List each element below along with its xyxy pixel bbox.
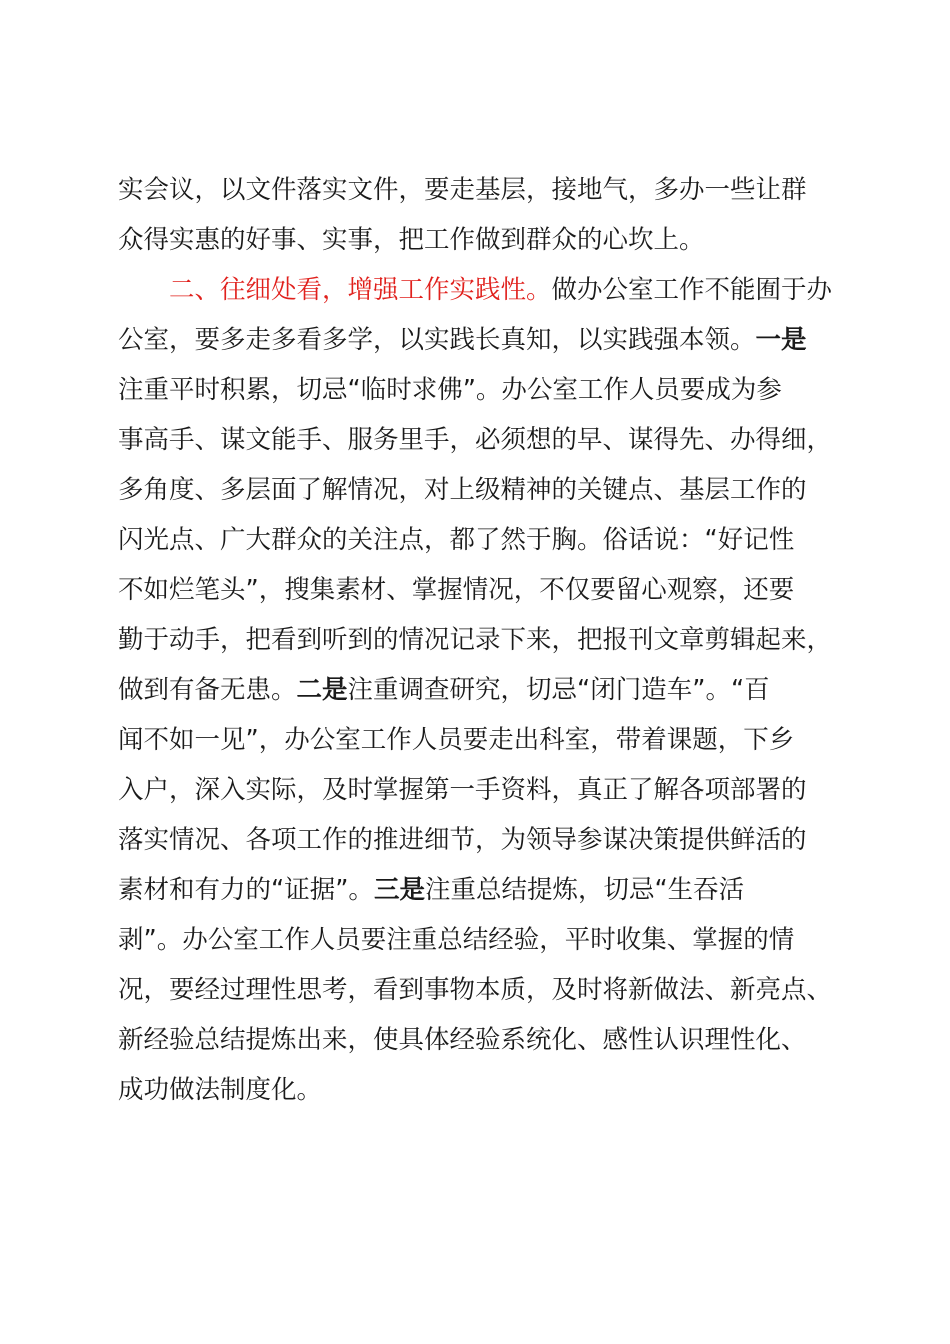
text-line — [118, 665, 838, 715]
text-line — [118, 565, 838, 615]
text-line — [118, 415, 838, 465]
text-span: 众得实惠的好事、实事，把工作做到群众的心坎上。 — [118, 225, 705, 255]
text-span: 注重平时积累，切忌“临时求佛”。办公室工作人员要成为参 — [118, 375, 782, 405]
text-span: 落实情况、各项工作的推进细节，为领导参谋决策提供鲜活的 — [118, 825, 807, 855]
text-span: 不如烂笔头”，搜集素材、掌握情况，不仅要留心观察，还要 — [118, 575, 795, 605]
text-span: 新经验总结提炼出来，使具体经验系统化、感性认识理性化、 — [118, 1025, 807, 1055]
text-line — [118, 365, 838, 415]
text-line — [118, 165, 838, 215]
text-line — [118, 965, 838, 1015]
text-span: 素材和有力的“证据”。 — [118, 875, 374, 905]
text-line — [118, 265, 838, 315]
text-span: 闪光点、广大群众的关注点，都了然于胸。俗话说：“好记性 — [118, 525, 795, 555]
text-line — [118, 765, 838, 815]
text-line — [118, 865, 838, 915]
point-label: 三是 — [373, 875, 425, 905]
text-span: 公室，要多走多看多学，以实践长真知，以实践强本领。 — [118, 325, 756, 355]
text-line — [118, 215, 838, 265]
text-line — [118, 1065, 838, 1115]
body-text — [118, 165, 838, 1115]
section-heading: 二、往细处看，增强工作实践性。 — [169, 275, 552, 305]
text-span: 事高手、谋文能手、服务里手，必须想的早、谋得先、办得细， — [118, 425, 833, 455]
text-span: 入户，深入实际，及时掌握第一手资料，真正了解各项部署的 — [118, 775, 807, 805]
text-line — [118, 615, 838, 665]
text-span — [118, 275, 169, 305]
text-span: 况，要经过理性思考，看到事物本质，及时将新做法、新亮点、 — [118, 975, 833, 1005]
text-line — [118, 815, 838, 865]
point-label: 二是 — [296, 675, 348, 705]
text-line — [118, 315, 838, 365]
text-span: 闻不如一见”，办公室工作人员要走出科室，带着课题，下乡 — [118, 725, 795, 755]
text-span: 注重总结提炼，切忌“生吞活 — [424, 875, 745, 905]
point-label: 一是 — [755, 325, 807, 355]
text-span: 勤于动手，把看到听到的情况记录下来，把报刊文章剪辑起来， — [118, 625, 833, 655]
text-span: 注重调查研究，切忌“闭门造车”。“百 — [347, 675, 770, 705]
text-line — [118, 715, 838, 765]
text-span: 做办公室工作不能囿于办 — [551, 275, 833, 305]
text-line — [118, 515, 838, 565]
text-span: 实会议，以文件落实文件，要走基层，接地气，多办一些让群 — [118, 175, 807, 205]
text-span: 剥”。办公室工作人员要注重总结经验，平时收集、掌握的情 — [118, 925, 795, 955]
text-span: 成功做法制度化。 — [118, 1075, 323, 1105]
text-line — [118, 1015, 838, 1065]
text-line — [118, 465, 838, 515]
text-span: 做到有备无患。 — [118, 675, 297, 705]
text-span: 多角度、多层面了解情况，对上级精神的关键点、基层工作的 — [118, 475, 807, 505]
text-line — [118, 915, 838, 965]
